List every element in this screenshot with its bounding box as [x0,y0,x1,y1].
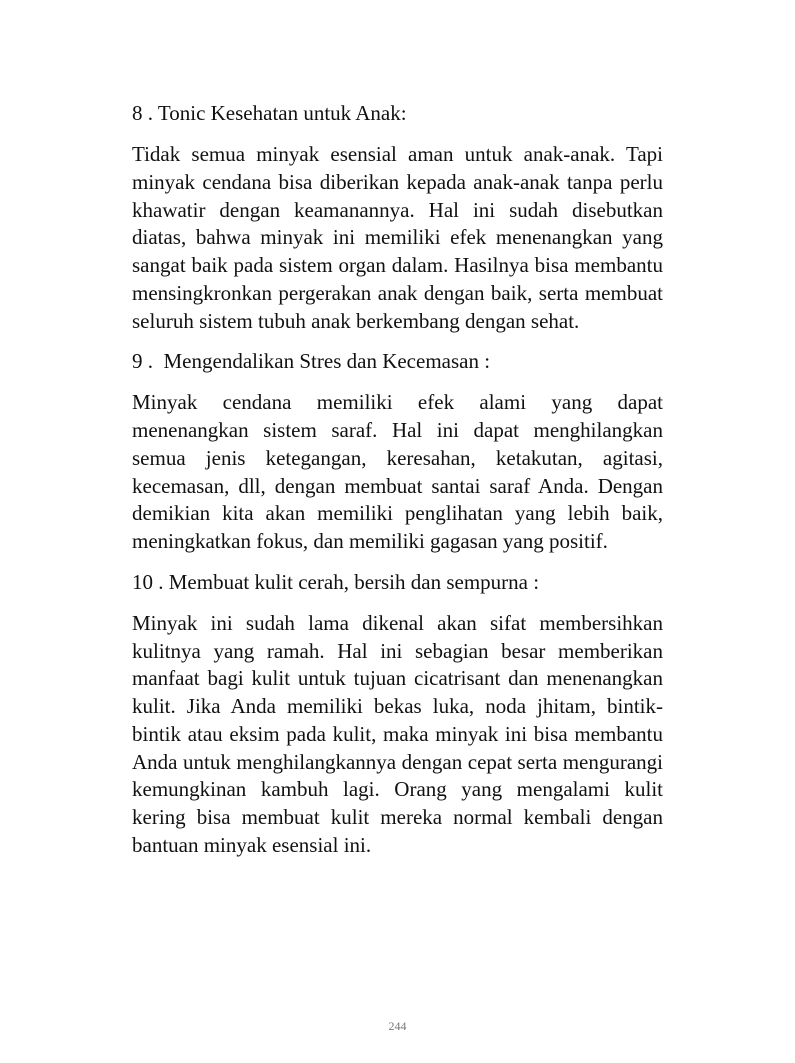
section-heading-kulit: 10 . Membuat kulit cerah, bersih dan sempurna : [132,569,540,594]
document-page [132,99,663,872]
section-body-stres: Minyak cendana memiliki efek alami yang dapat menenangkan sistem saraf. Hal ini dapat menghilangkan semua jenis ketegangan, keresahan, ketakutan, agitasi, kecemasan, dll, dengan membuat santai saraf Anda. Dengan demikian kita akan memiliki penglihatan yang lebih baik, meningkatkan fokus, dan memiliki gagasan yang positif. [132,390,663,553]
section-heading-stres: 9 . Mengendalikan Stres dan Kecemasan : [132,349,491,374]
section-body-tonic: Tidak semua minyak esensial aman untuk anak-anak. Tapi minyak cendana bisa diberikan kepada anak-anak tanpa perlu khawatir dengan keamanannya. Hal ini sudah disebutkan diatas, bahwa minyak ini memiliki efek menenangkan yang sangat baik pada sistem organ dalam. Hasilnya bisa membantu mensingkronkan pergerakan anak dengan baik, serta membuat seluruh sistem tubuh anak berkembang dengan sehat. [132,142,663,333]
page-number: 244 [388,1019,407,1033]
section-heading-tonic: 8 . Tonic Kesehatan untuk Anak: [132,101,407,125]
section-body-kulit: Minyak ini sudah lama dikenal akan sifat membersihkan kulitnya yang ramah. Hal ini sebagian besar memberikan manfaat bagi kulit untuk tujuan cicatrisant dan menenangkan kulit. Jika Anda memiliki bekas luka, noda jhitam, bintik-bintik atau eksim pada kulit, maka minyak ini bisa membantu Anda untuk menghilangkannya dengan cepat serta mengurangi kemungkinan kambuh lagi. Orang yang mengalami kulit kering bisa membuat kulit mereka normal kembali dengan bantuan minyak esensial ini. [132,610,663,857]
